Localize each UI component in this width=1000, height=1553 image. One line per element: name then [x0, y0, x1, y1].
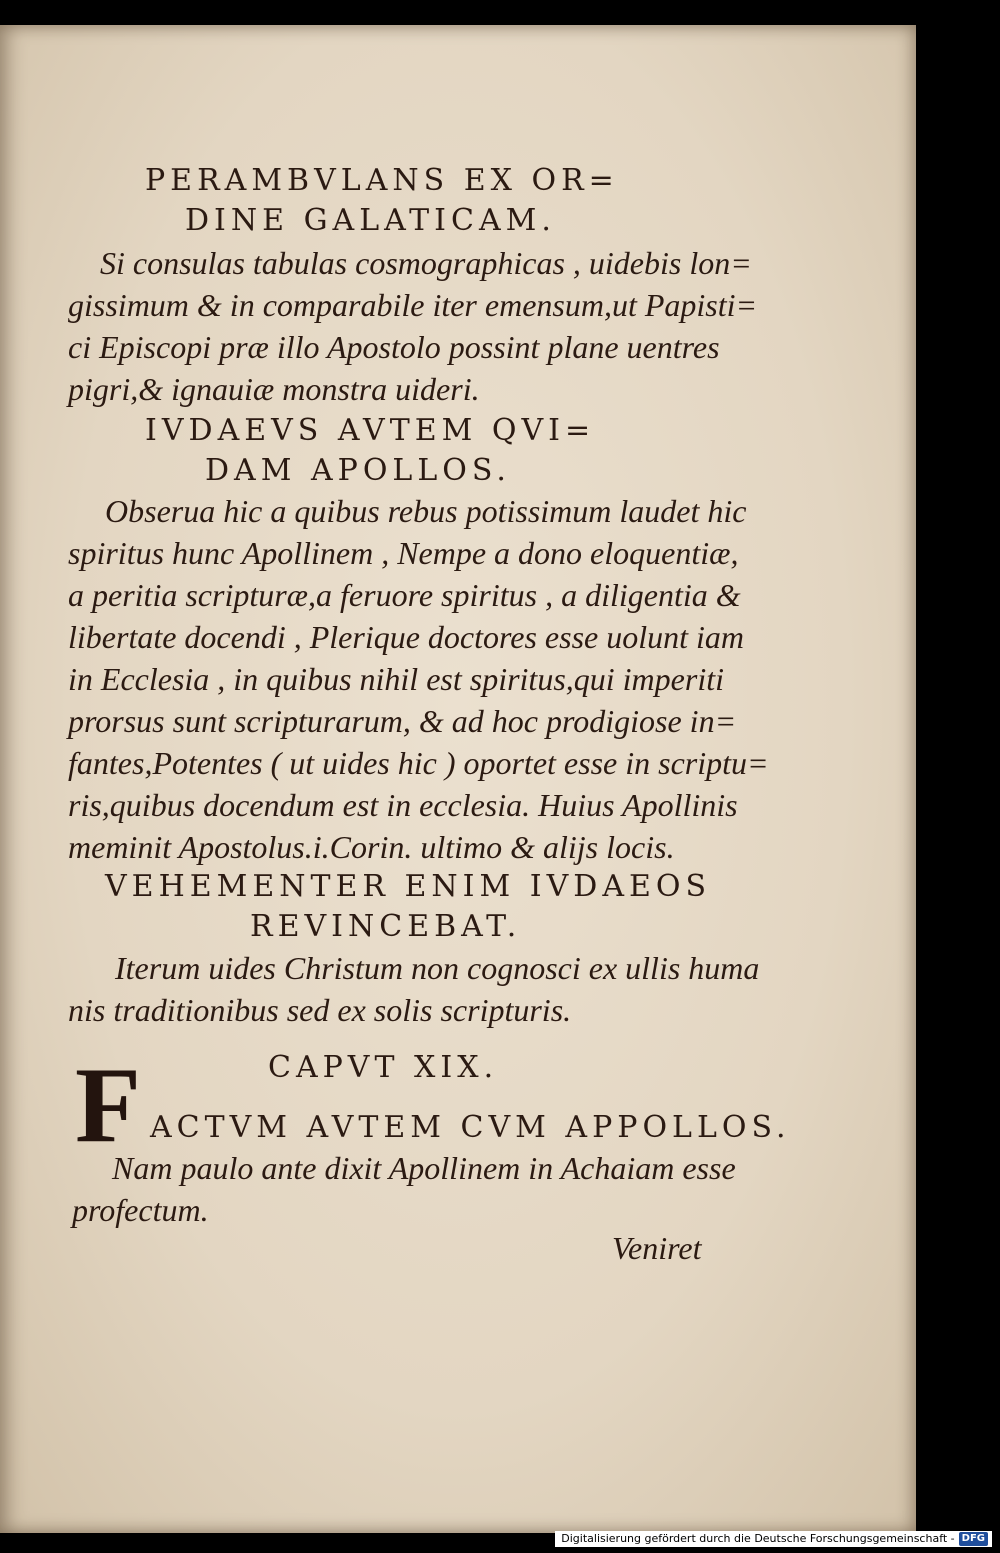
body-line: nis traditionibus sed ex solis scripturis.	[68, 992, 572, 1028]
body-line: Si consulas tabulas cosmographicas , uidebis lon=	[100, 245, 752, 281]
heading-line: DAM APOLLOS.	[205, 453, 511, 488]
heading-line: VEHEMENTER ENIM IVDAEOS	[105, 869, 712, 904]
body-line: pigri,& ignauiæ monstra uideri.	[68, 371, 480, 407]
scanned-page	[0, 25, 916, 1533]
body-line: ci Episcopi præ illo Apostolo possint plane uentres	[68, 329, 720, 365]
body-line: gissimum & in comparabile iter emensum,ut Papisti=	[68, 287, 758, 323]
chapter-heading: CAPVT XIX.	[268, 1050, 499, 1085]
body-line: ris,quibus docendum est in ecclesia. Huius Apollinis	[68, 787, 738, 823]
body-line: prorsus sunt scripturarum, & ad hoc prodigiose in=	[68, 703, 737, 739]
body-line: Obserua hic a quibus rebus potissimum laudet hic	[105, 493, 747, 529]
body-line: Iterum uides Christum non cognosci ex ullis huma	[115, 950, 760, 986]
catchword: Veniret	[612, 1230, 702, 1266]
body-line: spiritus hunc Apollinem , Nempe a dono eloquentiæ,	[68, 535, 739, 571]
heading-line: IVDAEVS AVTEM QVI=	[145, 413, 596, 448]
body-line: libertate docendi , Plerique doctores esse uolunt iam	[68, 619, 745, 655]
heading-line: PERAMBVLANS EX OR=	[145, 163, 619, 198]
body-line: fantes,Potentes ( ut uides hic ) oportet esse in scriptu=	[68, 745, 769, 781]
body-line: Nam paulo ante dixit Apollinem in Achaiam esse	[112, 1150, 736, 1186]
heading-line: REVINCEBAT.	[250, 909, 522, 944]
body-line: profectum.	[72, 1192, 209, 1228]
digitization-credit	[555, 1531, 992, 1547]
dfg-logo: DFG	[959, 1532, 988, 1546]
heading-line: ACTVM AVTEM CVM APPOLLOS.	[150, 1110, 791, 1145]
heading-line: DINE GALATICAM.	[185, 203, 556, 238]
body-line: meminit Apostolus.i.Corin. ultimo & alijs locis.	[68, 829, 675, 865]
body-line: in Ecclesia , in quibus nihil est spiritus,qui imperiti	[68, 661, 724, 697]
credit-text: Digitalisierung gefördert durch die Deutsche Forschungsgemeinschaft -	[561, 1532, 955, 1545]
drop-cap: F	[75, 1046, 141, 1165]
body-line: a peritia scripturæ,a feruore spiritus , a diligentia &	[68, 577, 741, 613]
page-text	[0, 25, 916, 1533]
